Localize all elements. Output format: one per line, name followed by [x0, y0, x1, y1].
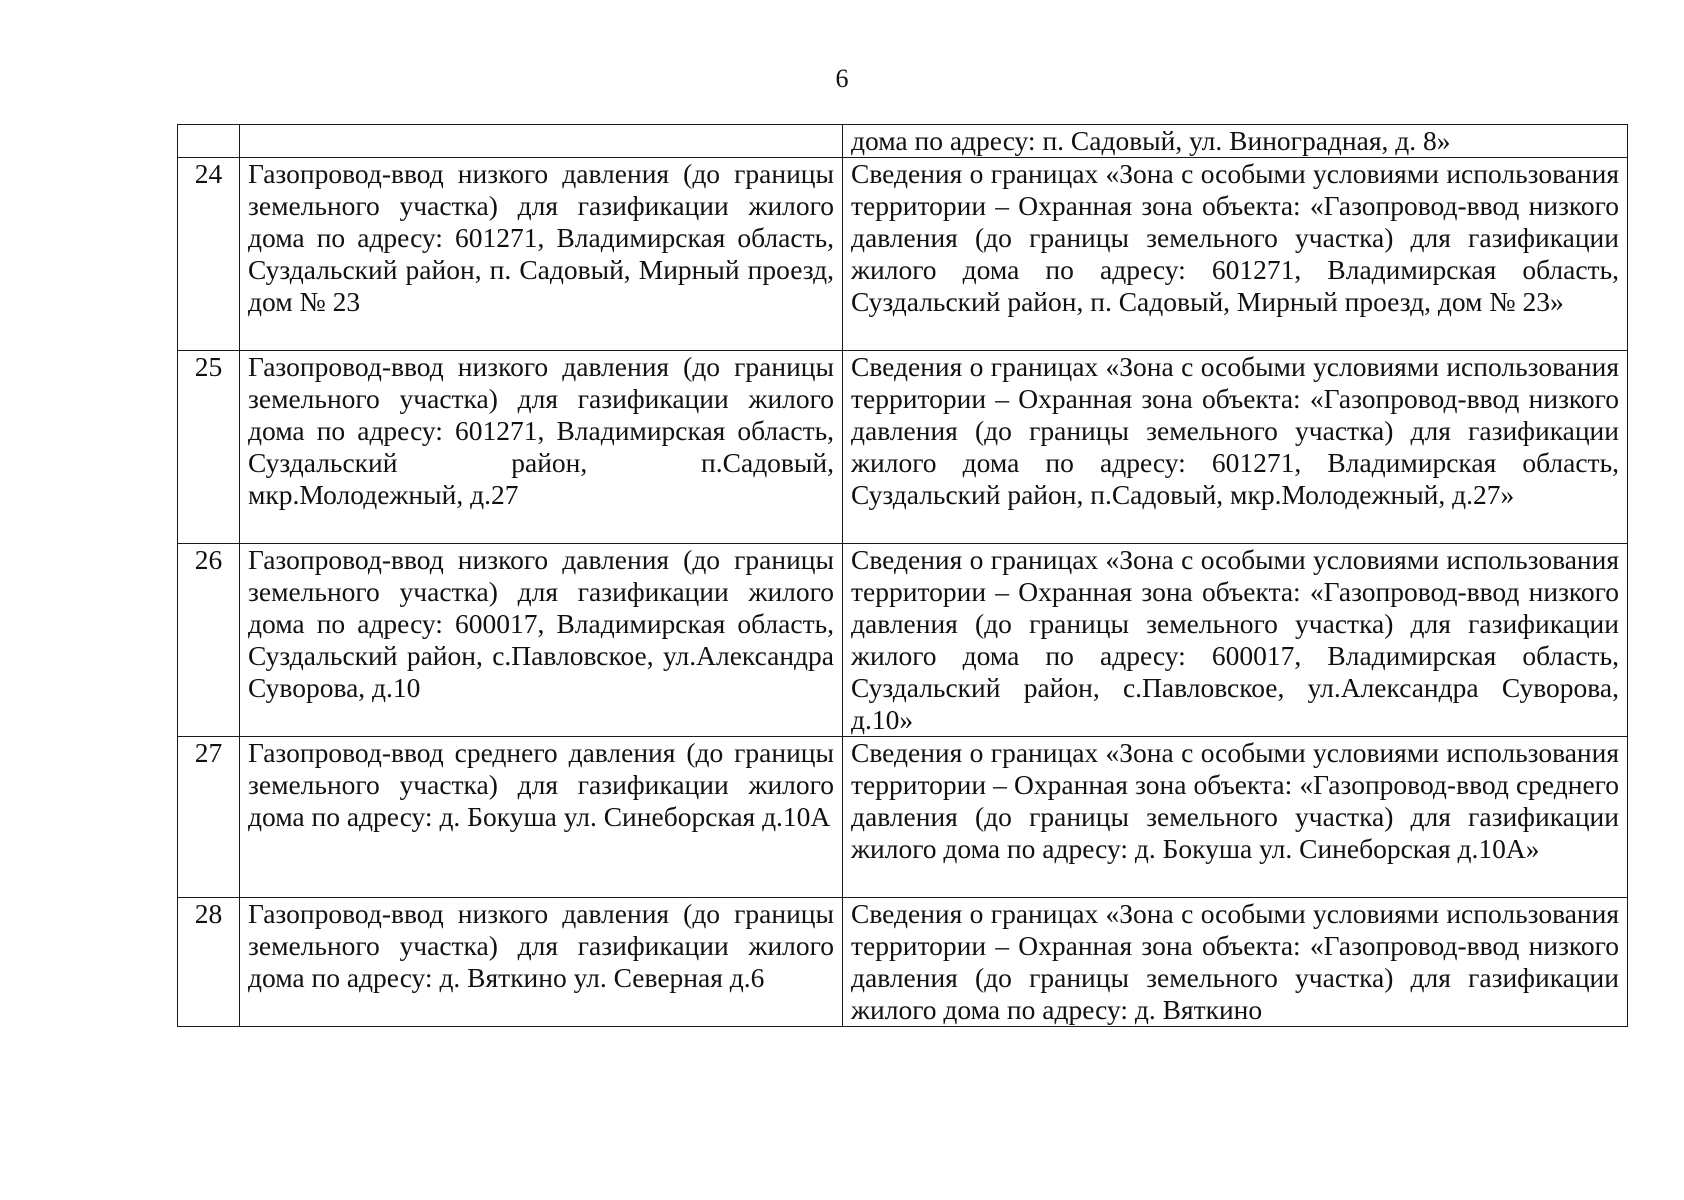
object-name-cell: Газопровод-ввод низкого давления (до границы земельного участка) для газификации жилого дома по адресу: 600017, Владимирская область, Суздальский район, с.Павловское, ул.Александра Суворова, д.10: [240, 544, 843, 737]
table-row: [178, 158, 1628, 351]
zone-info-cell: дома по адресу: п. Садовый, ул. Виноградная, д. 8»: [843, 125, 1628, 158]
object-name-cell: Газопровод-ввод низкого давления (до границы земельного участка) для газификации жилого дома по адресу: д. Вяткино ул. Северная д.6: [240, 898, 843, 1027]
zone-info-cell: Сведения о границах «Зона с особыми условиями использования территории – Охранная зона объекта: «Газопровод-ввод среднего давления (до границы земельного участка) для газификации жилого дома по адресу: д. Бокуша ул. Синеборская д.10А»: [843, 737, 1628, 898]
zones-table: [177, 124, 1628, 1027]
row-number-cell: 28: [178, 898, 240, 1027]
zone-info-cell: Сведения о границах «Зона с особыми условиями использования территории – Охранная зона объекта: «Газопровод-ввод низкого давления (до границы земельного участка) для газификации жилого дома по адресу: д. Вяткино: [843, 898, 1628, 1027]
table-row-continuation: [178, 125, 1628, 158]
zone-info-cell: Сведения о границах «Зона с особыми условиями использования территории – Охранная зона объекта: «Газопровод-ввод низкого давления (до границы земельного участка) для газификации жилого дома по адресу: 601271, Владимирская область, Суздальский район, п.Садовый, мкр.Молодежный, д.27»: [843, 351, 1628, 544]
row-number-cell: 26: [178, 544, 240, 737]
object-name-cell: [240, 125, 843, 158]
object-name-cell: Газопровод-ввод среднего давления (до границы земельного участка) для газификации жилого дома по адресу: д. Бокуша ул. Синеборская д.10А: [240, 737, 843, 898]
table-row: [178, 544, 1628, 737]
row-number-cell: [178, 125, 240, 158]
object-name-cell: Газопровод-ввод низкого давления (до границы земельного участка) для газификации жилого дома по адресу: 601271, Владимирская область, Суздальский район, п.Садовый, мкр.Молодежный, д.27: [240, 351, 843, 544]
zone-info-cell: Сведения о границах «Зона с особыми условиями использования территории – Охранная зона объекта: «Газопровод-ввод низкого давления (до границы земельного участка) для газификации жилого дома по адресу: 600017, Владимирская область, Суздальский район, с.Павловское, ул.Александра Суворова, д.10»: [843, 544, 1628, 737]
page-number: 6: [835, 64, 849, 93]
row-number-cell: 27: [178, 737, 240, 898]
row-number-cell: 25: [178, 351, 240, 544]
object-name-cell: Газопровод-ввод низкого давления (до границы земельного участка) для газификации жилого дома по адресу: 601271, Владимирская область, Суздальский район, п. Садовый, Мирный проезд, дом № 23: [240, 158, 843, 351]
table-row: [178, 737, 1628, 898]
table-row: [178, 351, 1628, 544]
table-row: [178, 898, 1628, 1027]
row-number-cell: 24: [178, 158, 240, 351]
zone-info-cell: Сведения о границах «Зона с особыми условиями использования территории – Охранная зона объекта: «Газопровод-ввод низкого давления (до границы земельного участка) для газификации жилого дома по адресу: 601271, Владимирская область, Суздальский район, п. Садовый, Мирный проезд, дом № 23»: [843, 158, 1628, 351]
